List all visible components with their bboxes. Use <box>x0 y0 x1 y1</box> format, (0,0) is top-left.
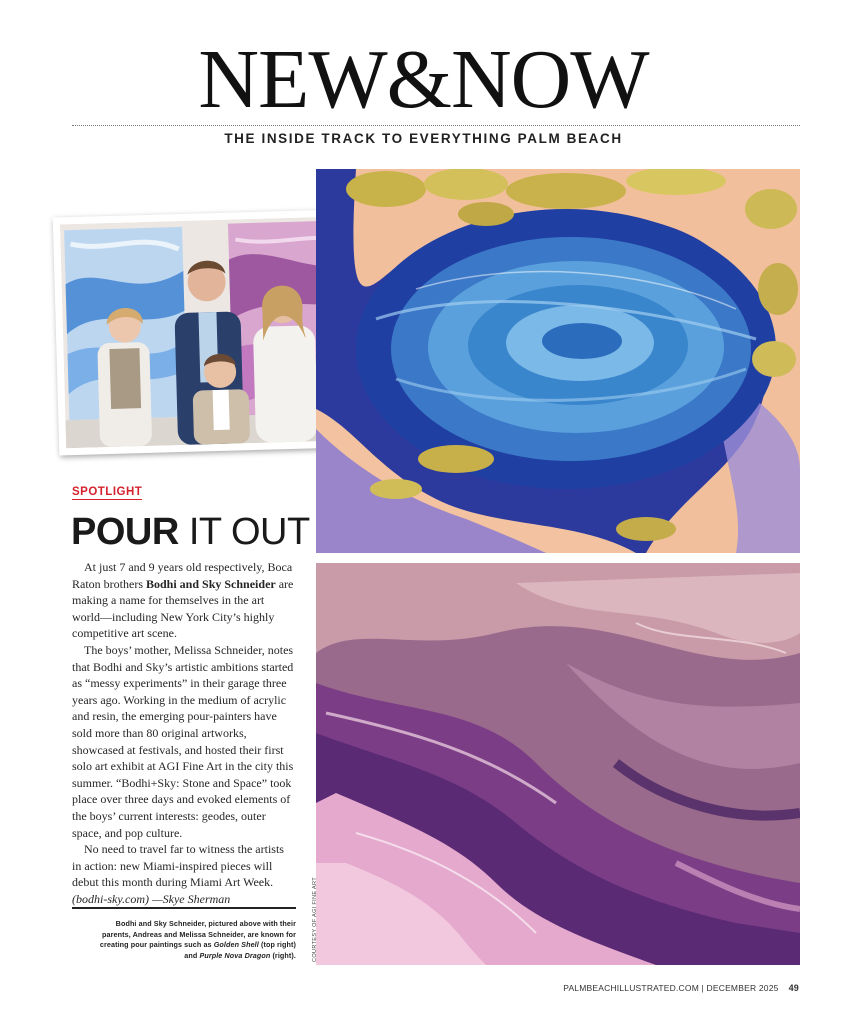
masthead-rule <box>72 125 800 126</box>
section-label: SPOTLIGHT <box>72 486 143 498</box>
paragraph-3-text: No need to travel far to witness the artists in action: new Miami-inspired pieces will debut this month during Miami Art Week. <box>72 842 284 890</box>
paragraph-3 <box>72 841 294 907</box>
painting-golden-shell <box>316 169 800 553</box>
painting-purple-nova-dragon-image <box>316 563 800 965</box>
painting-purple-nova-dragon <box>316 563 800 965</box>
caption-title-1: Golden Shell <box>213 940 259 950</box>
masthead-title: NEW&NOW <box>198 33 649 126</box>
caption-rule <box>72 907 296 909</box>
caption-text-b: (top right) and <box>184 940 296 960</box>
caption-text-c: (right). <box>270 950 296 960</box>
page-number: 49 <box>788 983 799 993</box>
painting-golden-shell-image <box>316 169 800 553</box>
paragraph-1-text-a: At just 7 and 9 years old respectively, Boca Raton brothers <box>72 560 293 591</box>
footer-site: PALMBEACHILLUSTRATED.COM | DECEMBER 2025 <box>563 983 779 993</box>
paragraph-2: The boys’ mother, Melissa Schneider, notes that Bodhi and Sky’s artistic ambitions started as “messy experiments” in their garage three years ago. Working in the medium of acrylic and resin, the emerging pour-painters have sold more than 80 original artworks, showcased at festivals, and hosted their first solo art exhibit at AGI Fine Art in the city this summer. “Bodhi+Sky: Stone and Space” took place over three days and evoked elements of the boys’ current interests: geodes, outer space, and pop culture. <box>72 642 294 840</box>
photo-caption <box>86 919 296 961</box>
headline-bold: POUR <box>71 511 179 553</box>
headline-light: IT OUT <box>188 511 310 553</box>
masthead-tagline: THE INSIDE TRACK TO EVERYTHING PALM BEACH <box>224 131 623 146</box>
caption-title-2: Purple Nova Dragon <box>199 950 271 960</box>
byline: (bodhi-sky.com) —Skye Sherman <box>72 891 231 906</box>
paragraph-1-names: Bodhi and Sky Schneider <box>146 576 276 591</box>
page-footer <box>563 983 799 993</box>
paragraph-1-text-b: are making a name for themselves in the art world—including New York City’s highly competitive art scene. <box>72 576 294 641</box>
caption-text-a: Bodhi and Sky Schneider, pictured above with their parents, Andreas and Melissa Schneider, are known for creating pour paintings such as <box>99 919 296 950</box>
paragraph-1 <box>72 559 294 642</box>
photo-credit: COURTESY OF AGI FINE ART <box>312 877 318 962</box>
article-body <box>72 559 294 907</box>
headline <box>71 509 310 555</box>
